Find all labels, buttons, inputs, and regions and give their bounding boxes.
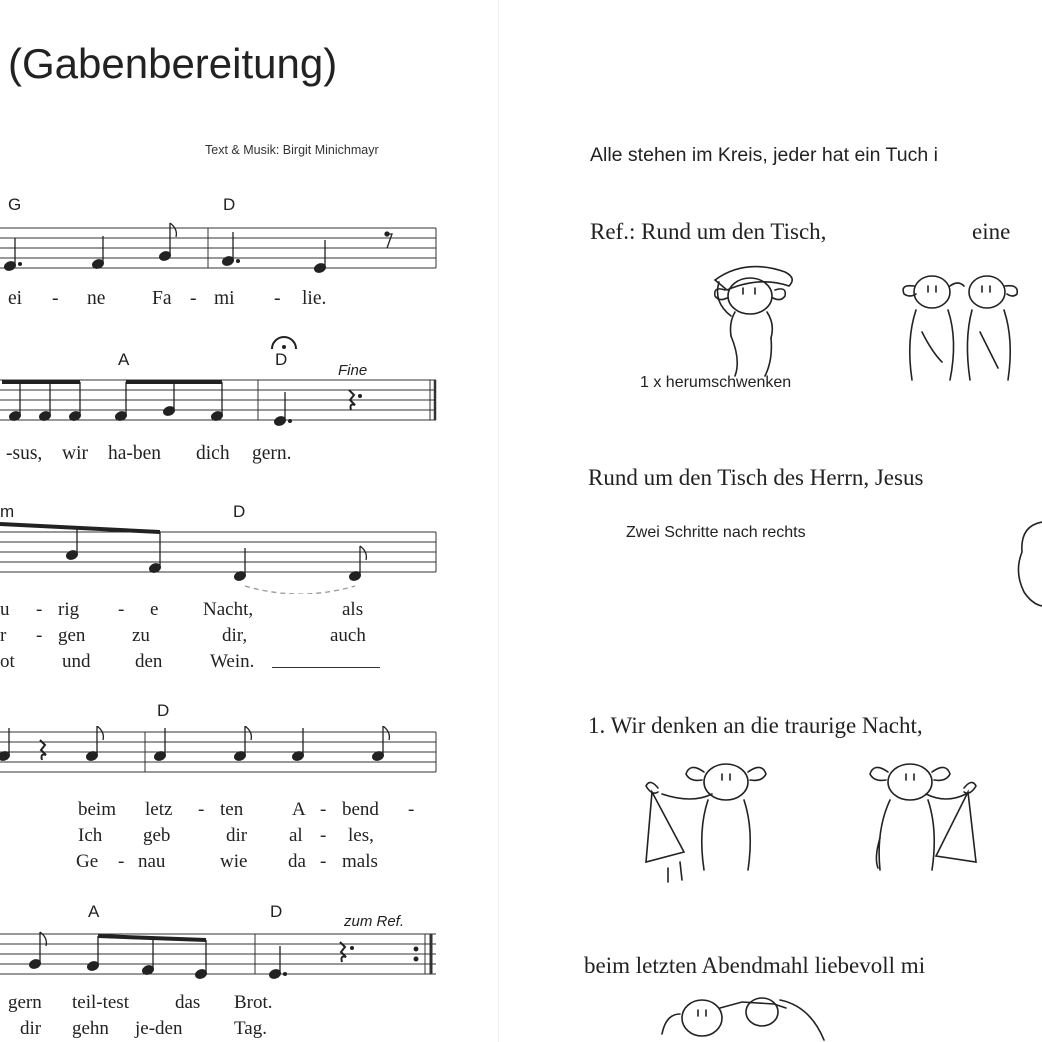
lyric-syllable: mi <box>214 288 235 309</box>
music-staff <box>0 522 440 594</box>
fine-marker: Fine <box>338 362 368 379</box>
lyric-syllable: e <box>150 599 159 620</box>
lyric-syllable: -sus, <box>6 443 43 464</box>
lyric-syllable: ne <box>87 288 106 309</box>
lyric-syllable: teil-test <box>72 992 129 1013</box>
lyric-syllable: letz <box>145 799 173 820</box>
lyric-syllable: - <box>190 288 197 309</box>
lyric-syllable: und <box>62 651 91 672</box>
verse-1-line: 1. Wir denken an die traurige Nacht, <box>588 713 923 738</box>
lyric-syllable: - <box>118 851 125 872</box>
sheep-group-illustration <box>892 262 1042 390</box>
lyric-syllable: mals <box>342 851 378 872</box>
lyric-syllable: - <box>118 599 125 620</box>
lyric-syllable: Brot. <box>234 992 273 1013</box>
music-staff <box>0 372 440 434</box>
lyric-syllable: - <box>52 288 59 309</box>
lyric-syllable: dir <box>20 1018 42 1039</box>
lyric-syllable: wie <box>220 851 248 872</box>
lyric-syllable: dir, <box>222 625 248 646</box>
gesture-caption: 1 x herumschwenken <box>640 374 792 391</box>
lyric-syllable: - <box>320 825 327 846</box>
chord: m <box>0 502 15 521</box>
lyric-syllable: auch <box>330 625 366 646</box>
lyric-syllable: gern. <box>252 443 292 464</box>
music-staff <box>0 726 440 784</box>
lyric-syllable: beim <box>78 799 116 820</box>
lyric-syllable: gern <box>8 992 42 1013</box>
lyric-syllable: les, <box>348 825 374 846</box>
lyric-syllable: zu <box>132 625 150 646</box>
lyric-syllable: - <box>408 799 415 820</box>
lyric-syllable: bend <box>342 799 379 820</box>
lyric-syllable: nau <box>138 851 166 872</box>
page-gutter <box>498 0 499 1042</box>
lyric-syllable: Ge <box>76 851 99 872</box>
zum-ref-marker: zum Ref. <box>344 913 405 930</box>
chord: D <box>275 350 288 369</box>
lyric-syllable: lie. <box>302 288 327 309</box>
lyric-syllable: - <box>320 851 327 872</box>
song-credit: Text & Musik: Birgit Minichmayr <box>205 143 379 157</box>
lyric-syllable: wir <box>62 443 88 464</box>
lyric-syllable: r <box>0 625 7 646</box>
lyric-syllable: Ich <box>78 825 103 846</box>
sheep-waving-cloth-illustration <box>695 252 815 380</box>
chord: D <box>223 195 236 214</box>
lyric-syllable: - <box>36 625 43 646</box>
chord: A <box>88 902 100 921</box>
melisma-line <box>272 667 380 668</box>
lyric-syllable: das <box>175 992 201 1013</box>
lyric-syllable: ot <box>0 651 15 672</box>
sheep-partial-illustration <box>1012 518 1042 610</box>
lyric-syllable: Wein. <box>210 651 255 672</box>
chord: D <box>233 502 246 521</box>
lyric-syllable: ei <box>8 288 23 309</box>
refrain-line-end: eine <box>972 219 1011 244</box>
lyric-syllable: u <box>0 599 10 620</box>
lyric-syllable: - <box>36 599 43 620</box>
lyric-syllable: rig <box>58 599 80 620</box>
lyric-syllable: gen <box>58 625 86 646</box>
music-staff <box>0 926 440 988</box>
lyric-syllable: - <box>274 288 281 309</box>
lyric-syllable: Nacht, <box>203 599 254 620</box>
lyric-syllable: A <box>292 799 306 820</box>
lyric-syllable: ten <box>220 799 244 820</box>
chord: D <box>157 701 170 720</box>
lyric-syllable: - <box>320 799 327 820</box>
lyric-syllable: den <box>135 651 163 672</box>
sheep-circle-illustration <box>650 990 850 1042</box>
music-staff <box>0 218 440 288</box>
lyric-syllable: ha-ben <box>108 443 162 464</box>
lyric-syllable: da <box>288 851 306 872</box>
refrain-line: Ref.: Rund um den Tisch, <box>590 219 827 244</box>
lyric-syllable: Tag. <box>234 1018 267 1039</box>
sheep-holding-cloth-illustration <box>628 748 778 888</box>
sheep-holding-cloth-illustration <box>860 748 1010 888</box>
lyric-syllable: gehn <box>72 1018 109 1039</box>
lyric-syllable: dich <box>196 443 230 464</box>
chord: G <box>8 195 22 214</box>
gesture-caption: Zwei Schritte nach rechts <box>626 524 806 541</box>
lyric-syllable: Fa <box>152 288 172 309</box>
song-title: (Gabenbereitung) <box>8 40 338 87</box>
refrain-line-2: Rund um den Tisch des Herrn, Jesus <box>588 465 924 490</box>
lyric-syllable: dir <box>226 825 248 846</box>
verse-1b-line: beim letzten Abendmahl liebevoll mi <box>584 953 926 978</box>
chord: D <box>270 902 283 921</box>
lyric-syllable: geb <box>143 825 171 846</box>
lyric-syllable: al <box>289 825 303 846</box>
lyric-syllable: - <box>198 799 205 820</box>
instruction-intro: Alle stehen im Kreis, jeder hat ein Tuch i <box>590 144 938 166</box>
lyric-syllable: als <box>342 599 364 620</box>
lyric-syllable: je-den <box>135 1018 183 1039</box>
chord: A <box>118 350 130 369</box>
